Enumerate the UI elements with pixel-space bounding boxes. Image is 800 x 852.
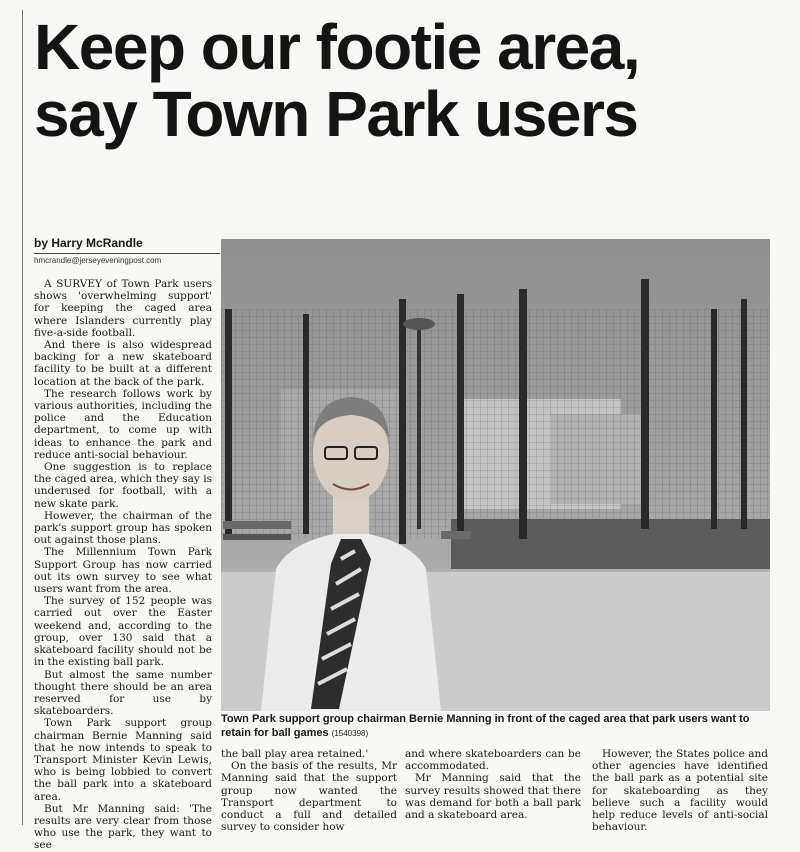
- column-rule: [22, 10, 23, 825]
- paragraph: and where skateboarders can be accommodated.: [405, 748, 581, 773]
- headline-line-2: say Town Park users: [34, 78, 638, 150]
- author-email: hmcrandle@jerseyeveningpost.com: [34, 256, 162, 265]
- photo-caption: [221, 713, 776, 740]
- paragraph: the ball play area retained.': [221, 748, 369, 760]
- byline: by Harry McRandle: [34, 236, 220, 254]
- paragraph: One suggestion is to replace the caged area, which they say is underused for football, with a new skate park.: [34, 461, 212, 510]
- paragraph: The Millennium Town Park Support Group has now carried out its own survey to see what users want from the area.: [34, 546, 212, 596]
- paragraph: Mr Manning said that the survey results showed that there was demand for both a ball park and a skateboard area.: [405, 772, 581, 822]
- body-column-1: [34, 278, 212, 852]
- body-column-3: [405, 748, 581, 821]
- paragraph: But Mr Manning said: 'The results are very clear from those who use the park, they want to see: [34, 802, 212, 852]
- body-column-2: [221, 748, 397, 833]
- caption-text: Town Park support group chairman Bernie Manning in front of the caged area that park users want to retain for ball games: [221, 713, 750, 739]
- paragraph: Town Park support group chairman Bernie Manning said that he now intends to speak to Transport Minister Kevin Lewis, who is being lobbied to convert the ball park into a skateboard area.: [34, 717, 212, 803]
- paragraph: However, the chairman of the park's support group has spoken out against those plans.: [34, 509, 212, 547]
- photo-reference: (1540398): [331, 728, 369, 738]
- paragraph: The research follows work by various authorities, including the police and the Education department, to come up with ideas to enhance the park and reduce anti-social behaviour.: [34, 387, 212, 461]
- headline-line-1: Keep our footie area,: [34, 11, 640, 83]
- paragraph: And there is also widespread backing for a new skateboard facility to be built at a different location at the back of the park.: [34, 339, 212, 388]
- paragraph: However, the States police and other agencies have identified the ball park as a potential site for skateboarding as they believe such a facility would help reduce levels of anti-social behaviour.: [592, 748, 768, 834]
- article-photo: [221, 239, 770, 711]
- body-column-4: [592, 748, 768, 833]
- headline: [34, 11, 774, 150]
- paragraph: The survey of 152 people was carried out over the Easter weekend and, according to the group, over 130 said that a skateboard facility should not be in the existing ball park.: [34, 595, 212, 669]
- paragraph: A SURVEY of Town Park users shows 'overwhelming support' for keeping the caged area where Islanders currently play five-a-side football.: [34, 278, 212, 339]
- paragraph: But almost the same number thought there should be an area reserved for use by skateboarders.: [34, 668, 212, 718]
- paragraph: On the basis of the results, Mr Manning said that the support group now wanted the Transport department to conduct a full and detailed survey to consider how: [221, 760, 397, 834]
- photo-illustration: [221, 239, 770, 711]
